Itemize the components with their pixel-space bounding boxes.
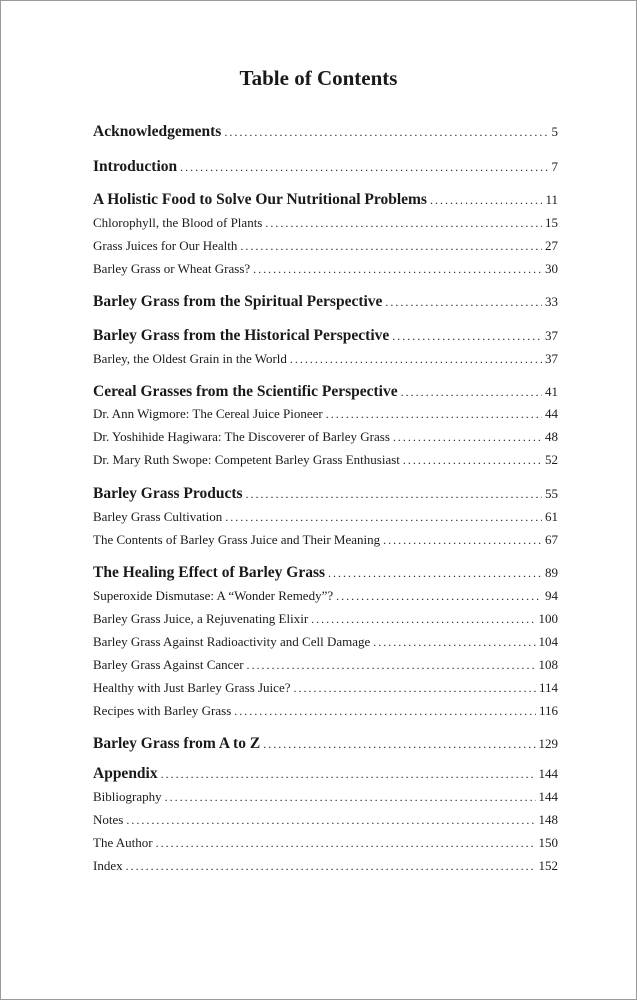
toc-entry: [93, 190, 558, 210]
dot-leader: [401, 382, 542, 402]
toc-entry: [93, 656, 558, 674]
toc-entry-title: Superoxide Dismutase: A “Wonder Remedy”?: [93, 588, 334, 603]
toc-entry: [93, 405, 558, 423]
toc-page-number: 144: [538, 766, 558, 781]
toc-entry: [93, 633, 558, 651]
toc-entry-title: Barley, the Oldest Grain in the World: [93, 351, 287, 366]
dot-leader: [165, 788, 536, 806]
toc-entry: [93, 237, 558, 255]
toc-entry-title: Barley Grass or Wheat Grass?: [93, 261, 251, 276]
toc-entry: [93, 214, 558, 232]
dot-leader: [253, 260, 542, 278]
toc-entry-title: Barley Grass Against Cancer: [93, 657, 244, 672]
toc-entry: [93, 382, 558, 402]
toc-entry: [93, 563, 558, 583]
toc-entry: [93, 292, 558, 312]
toc-page-number: 48: [545, 429, 558, 444]
toc-page-number: 33: [545, 294, 558, 309]
dot-leader: [246, 484, 542, 504]
toc-entry-title: Barley Grass from the Historical Perspective: [93, 327, 390, 344]
toc-entry-title: Introduction: [93, 158, 178, 175]
toc-entry-title: A Holistic Food to Solve Our Nutritional Problems: [93, 191, 427, 208]
toc-entry: [93, 610, 558, 628]
dot-leader: [126, 857, 536, 875]
toc-page-number: 104: [538, 634, 558, 649]
toc-entry: [93, 484, 558, 504]
toc-page-number: 108: [538, 657, 558, 672]
toc-page-number: 152: [538, 858, 558, 873]
toc-entry: [93, 811, 558, 829]
toc-entry-title: Dr. Yoshihide Hagiwara: The Discoverer of Barley Grass: [93, 429, 390, 444]
toc-entry-title: Barley Grass Juice, a Rejuvenating Elixir: [93, 611, 309, 626]
toc-page-number: 61: [545, 509, 558, 524]
toc-entry-title: The Author: [93, 835, 153, 850]
dot-leader: [247, 656, 536, 674]
dot-leader: [180, 157, 548, 177]
toc-page-number: 5: [551, 124, 558, 139]
toc-page-number: 129: [538, 736, 558, 751]
toc-page-number: 37: [545, 328, 558, 343]
toc-entry-title: Notes: [93, 812, 124, 827]
toc-entry-title: Dr. Ann Wigmore: The Cereal Juice Pioneer: [93, 406, 323, 421]
toc-entry-title: Barley Grass Cultivation: [93, 509, 223, 524]
dot-leader: [293, 679, 535, 697]
dot-leader: [393, 428, 542, 446]
toc-entry-title: Index: [93, 858, 123, 873]
toc-entry: [93, 350, 558, 368]
dot-leader: [290, 350, 542, 368]
toc-page-number: 15: [545, 215, 558, 230]
toc-entry-title: Chlorophyll, the Blood of Plants: [93, 215, 263, 230]
toc-entry: [93, 764, 558, 784]
dot-leader: [383, 531, 542, 549]
toc-entry: [93, 122, 558, 142]
dot-leader: [156, 834, 536, 852]
dot-leader: [225, 508, 542, 526]
toc-page-number: 44: [545, 406, 558, 421]
toc-entry: [93, 679, 558, 697]
toc-entry: [93, 260, 558, 278]
toc-entry: [93, 788, 558, 806]
dot-leader: [126, 811, 535, 829]
toc-page-number: 30: [545, 261, 558, 276]
dot-leader: [403, 451, 542, 469]
toc-entry-title: Barley Grass from the Spiritual Perspective: [93, 293, 383, 310]
toc-page-number: 116: [538, 703, 558, 718]
dot-leader: [263, 734, 535, 754]
toc-entry: [93, 834, 558, 852]
dot-leader: [430, 190, 542, 210]
dot-leader: [311, 610, 535, 628]
toc-entry: [93, 157, 558, 177]
dot-leader: [328, 563, 542, 583]
toc-page-number: 100: [538, 611, 558, 626]
dot-leader: [224, 122, 548, 142]
dot-leader: [234, 702, 536, 720]
toc-entry: [93, 587, 558, 605]
dot-leader: [392, 326, 542, 346]
toc-entry-title: Recipes with Barley Grass: [93, 703, 232, 718]
dot-leader: [373, 633, 535, 651]
toc-entry-title: Dr. Mary Ruth Swope: Competent Barley Grass Enthusiast: [93, 452, 400, 467]
dot-leader: [265, 214, 542, 232]
toc-page-number: 52: [545, 452, 558, 467]
toc-entry: [93, 326, 558, 346]
toc-entry: [93, 702, 558, 720]
toc-entry-title: Barley Grass Products: [93, 485, 243, 502]
toc-entry: [93, 531, 558, 549]
toc-entry: [93, 508, 558, 526]
toc-page-number: 150: [538, 835, 558, 850]
toc-page-number: 89: [545, 565, 558, 580]
toc-entry: [93, 734, 558, 754]
toc-entry: [93, 451, 558, 469]
toc-entry-title: Grass Juices for Our Health: [93, 238, 238, 253]
toc-entry-title: Cereal Grasses from the Scientific Perspective: [93, 383, 398, 400]
toc-entry-title: Appendix: [93, 765, 158, 782]
dot-leader: [240, 237, 542, 255]
toc-entry-title: Healthy with Just Barley Grass Juice?: [93, 680, 291, 695]
toc-entry-title: Barley Grass Against Radioactivity and Cell Damage: [93, 634, 371, 649]
toc-entry-title: Bibliography: [93, 789, 162, 804]
page-title: Table of Contents: [239, 66, 398, 90]
toc-entry: [93, 857, 558, 875]
toc-entry-title: The Healing Effect of Barley Grass: [93, 564, 326, 581]
dot-leader: [385, 292, 542, 312]
dot-leader: [161, 764, 536, 784]
toc-page-number: 94: [545, 588, 558, 603]
toc-page-number: 148: [538, 812, 558, 827]
toc-page-number: 27: [545, 238, 558, 253]
toc-entry: [93, 428, 558, 446]
toc-page-number: 55: [545, 486, 558, 501]
toc-page-number: 7: [551, 159, 558, 174]
toc-page-number: 37: [545, 351, 558, 366]
toc-page-number: 11: [545, 192, 558, 207]
toc-page-number: 41: [545, 384, 558, 399]
toc-page-number: 114: [538, 680, 558, 695]
toc-page-number: 67: [545, 532, 558, 547]
dot-leader: [326, 405, 542, 423]
toc-entry-title: Acknowledgements: [93, 123, 222, 140]
dot-leader: [336, 587, 542, 605]
toc-entry-title: Barley Grass from A to Z: [93, 735, 261, 752]
toc-entry-title: The Contents of Barley Grass Juice and Their Meaning: [93, 532, 381, 547]
toc-page-number: 144: [538, 789, 558, 804]
